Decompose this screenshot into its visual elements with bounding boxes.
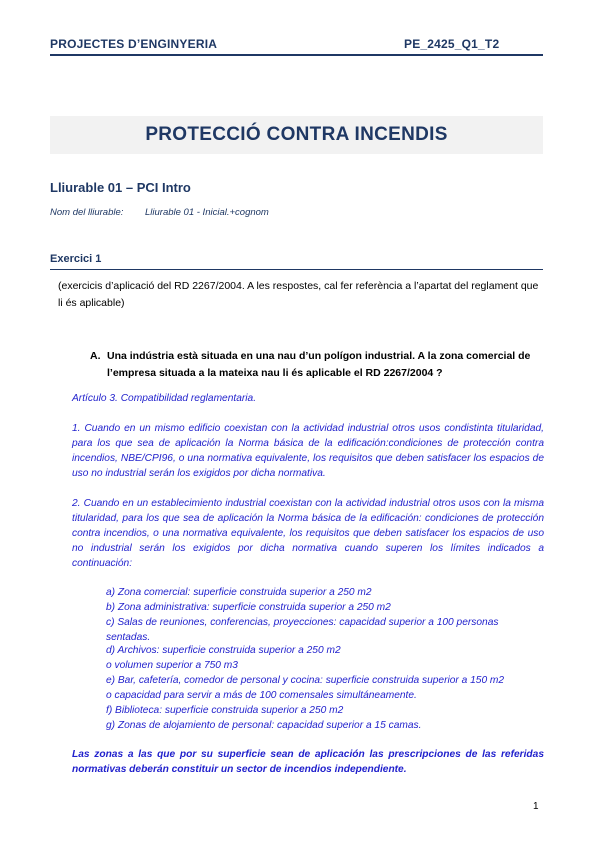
list-item: e) Bar, cafetería, comedor de personal y cocina: superficie construida superior a 150 m2 <box>106 675 505 686</box>
page-number: 1 <box>533 801 539 812</box>
answer-paragraph-1: 1. Cuando en un mismo edificio coexistan con la actividad industrial otros usos condistinta titularidad, para los que sea de aplicación la Norma básica de la edificación:condiciones de protección contra incendios, NBE/CPI96, o una normativa equivalente, los requisitos que deben satisfacer los espacios de uso no industrial serán los exigidos por dicha normativa. <box>72 423 544 479</box>
list-item: a) Zona comercial: superficie construida superior a 250 m2 <box>106 587 372 598</box>
list-item: g) Zonas de alojamiento de personal: capacidad superior a 15 camas. <box>106 720 422 731</box>
answer-paragraph-2: 2. Cuando en un establecimiento industrial coexistan con la actividad industrial otros usos con la misma titularidad, para los que sea de aplicación la Norma básica de la edificación: condiciones de protección contra incendios, o una normativa equivalente, los requisitos que deben satisfacer los espacios de uso no industrial serán los exigidos por dicha normativa cuando superen los límites indicados a continuación: <box>72 498 544 569</box>
list-item: b) Zona administrativa: superficie construida superior a 250 m2 <box>106 602 391 613</box>
list-item: d) Archivos: superficie construida superior a 250 m2 <box>106 645 341 656</box>
list-item: o capacidad para servir a más de 100 comensales simultáneamente. <box>106 690 417 701</box>
answer-heading: Artículo 3. Compatibilidad reglamentaria. <box>72 393 257 404</box>
title-banner <box>50 116 543 154</box>
page-title: PROTECCIÓ CONTRA INCENDIS <box>145 124 448 145</box>
list-item: o volumen superior a 750 m3 <box>106 660 238 671</box>
list-item: f) Biblioteca: superficie construida superior a 250 m2 <box>106 705 344 716</box>
deliverable-name-label: Nom del lliurable: <box>50 207 124 218</box>
exercise-divider <box>50 269 543 270</box>
deliverable-title: Lliurable 01 – PCI Intro <box>50 180 191 195</box>
header-course: PROJECTES D’ENGINYERIA <box>50 37 218 51</box>
deliverable-name-value: Lliurable 01 - Inicial.+cognom <box>145 207 269 218</box>
exercise-intro: (exercicis d’aplicació del RD 2267/2004. A les respostes, cal fer referència a l’apartat del reglament que li és aplicable) <box>58 280 539 309</box>
header-divider <box>50 54 543 56</box>
question-a <box>90 348 544 382</box>
question-text: Una indústria està situada en una nau d’un polígon industrial. A la zona comercial de l’empresa situada a la mateixa nau li és aplicable el RD 2267/2004 ? <box>107 350 531 379</box>
question-letter: A. <box>90 350 101 362</box>
list-item: c) Salas de reuniones, conferencias, proyecciones: capacidad superior a 100 personas sentadas. <box>106 617 499 643</box>
header-code: PE_2425_Q1_T2 <box>404 37 500 51</box>
answer-conclusion: Las zonas a las que por su superficie sean de aplicación las prescripciones de las referidas normativas deberán constituir un sector de incendios independiente. <box>72 749 544 775</box>
exercise-title: Exercici 1 <box>50 253 102 265</box>
